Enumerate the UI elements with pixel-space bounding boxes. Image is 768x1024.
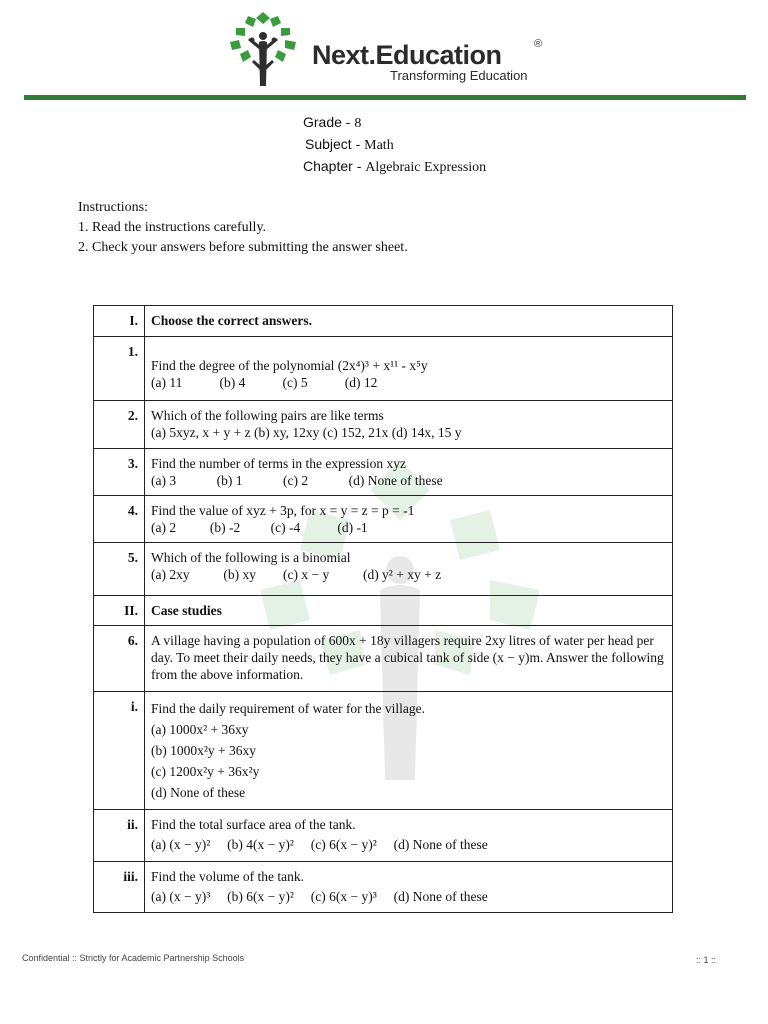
question-number: 3. <box>94 449 145 496</box>
subject-row <box>305 134 486 156</box>
question-row <box>94 692 673 810</box>
question-text: Find the number of terms in the expression xyz <box>151 456 406 471</box>
question-number: 6. <box>94 626 145 692</box>
tree-logo-icon <box>226 10 300 90</box>
instruction-item: 2. Check your answers before submitting the answer sheet. <box>78 240 408 255</box>
grade-row <box>303 112 486 134</box>
section-number: II. <box>94 596 145 626</box>
question-cell <box>145 626 673 692</box>
instruction-item: 1. Read the instructions carefully. <box>78 220 267 235</box>
subject-value: Math <box>364 138 394 153</box>
question-options: (a) 3 (b) 1 (c) 2 (d) None of these <box>151 473 443 488</box>
questions-table <box>93 305 673 913</box>
question-text: Which of the following pairs are like terms <box>151 408 384 423</box>
question-row <box>94 543 673 596</box>
chapter-row <box>303 156 486 178</box>
question-cell <box>145 337 673 401</box>
question-row <box>94 449 673 496</box>
subject-label: Subject - <box>305 136 365 152</box>
question-number: i. <box>94 692 145 810</box>
question-number: 4. <box>94 496 145 543</box>
instructions <box>78 198 408 258</box>
question-text: Find the value of xyz + 3p, for x = y = z = p = -1 <box>151 503 415 518</box>
question-number: 1. <box>94 337 145 401</box>
question-cell <box>145 543 673 596</box>
question-cell <box>145 449 673 496</box>
question-cell <box>145 692 673 810</box>
question-options: (a) 11 (b) 4 (c) 5 (d) 12 <box>151 375 378 390</box>
question-option: (a) 1000x² + 36xy <box>151 722 249 737</box>
question-text: Find the daily requirement of water for the village. <box>151 701 426 716</box>
question-cell <box>145 401 673 449</box>
question-text: Find the total surface area of the tank. <box>151 817 356 832</box>
case-study-text: A village having a population of 600x + 18y villagers require 2xy litres of water per head per day. To meet their daily needs, they have a cubical tank of side (x − y)m. Answer the following from the above information. <box>151 633 664 682</box>
question-text: Find the degree of the polynomial (2x⁴)³ + x¹¹ - x⁵y <box>151 358 428 373</box>
brand-tagline: Transforming Education <box>390 68 528 83</box>
question-text: Find the volume of the tank. <box>151 869 304 884</box>
question-row <box>94 626 673 692</box>
question-row <box>94 810 673 862</box>
grade-label: Grade - <box>303 114 355 130</box>
grade-value: 8 <box>354 116 362 131</box>
brand-name: Next.Education <box>312 40 502 70</box>
question-option: (b) 1000x²y + 36xy <box>151 743 257 758</box>
header <box>0 0 768 100</box>
question-row <box>94 862 673 913</box>
section-number: I. <box>94 306 145 337</box>
question-number: 2. <box>94 401 145 449</box>
instructions-title: Instructions: <box>78 200 148 215</box>
question-options: (a) 2 (b) -2 (c) -4 (d) -1 <box>151 520 368 535</box>
question-options: (a) 5xyz, x + y + z (b) xy, 12xy (c) 152, 21x (d) 14x, 15 y <box>151 425 462 440</box>
page-number: :: 1 :: <box>696 955 717 965</box>
header-divider <box>24 95 746 100</box>
question-cell <box>145 862 673 913</box>
question-cell <box>145 496 673 543</box>
question-text: Which of the following is a binomial <box>151 550 351 565</box>
question-row <box>94 337 673 401</box>
section-row <box>94 596 673 626</box>
question-options: (a) (x − y)³ (b) 6(x − y)² (c) 6(x − y)³ (d) None of these <box>151 889 488 904</box>
question-number: iii. <box>94 862 145 913</box>
question-row <box>94 496 673 543</box>
section-title: Case studies <box>145 596 673 626</box>
question-number: ii. <box>94 810 145 862</box>
question-option: (c) 1200x²y + 36x²y <box>151 764 260 779</box>
question-cell <box>145 810 673 862</box>
question-options: (a) (x − y)² (b) 4(x − y)² (c) 6(x − y)² (d) None of these <box>151 837 488 852</box>
brand <box>312 38 543 83</box>
section-row <box>94 306 673 337</box>
chapter-value: Algebraic Expression <box>365 160 487 175</box>
chapter-label: Chapter - <box>303 158 366 174</box>
registered-mark: ® <box>534 38 543 50</box>
question-row <box>94 401 673 449</box>
footer-confidential: Confidential :: Strictly for Academic Partnership Schools <box>22 953 245 963</box>
section-title: Choose the correct answers. <box>145 306 673 337</box>
question-number: 5. <box>94 543 145 596</box>
worksheet-meta <box>303 112 486 178</box>
question-option: (d) None of these <box>151 785 246 800</box>
question-options: (a) 2xy (b) xy (c) x − y (d) y² + xy + z <box>151 567 442 582</box>
